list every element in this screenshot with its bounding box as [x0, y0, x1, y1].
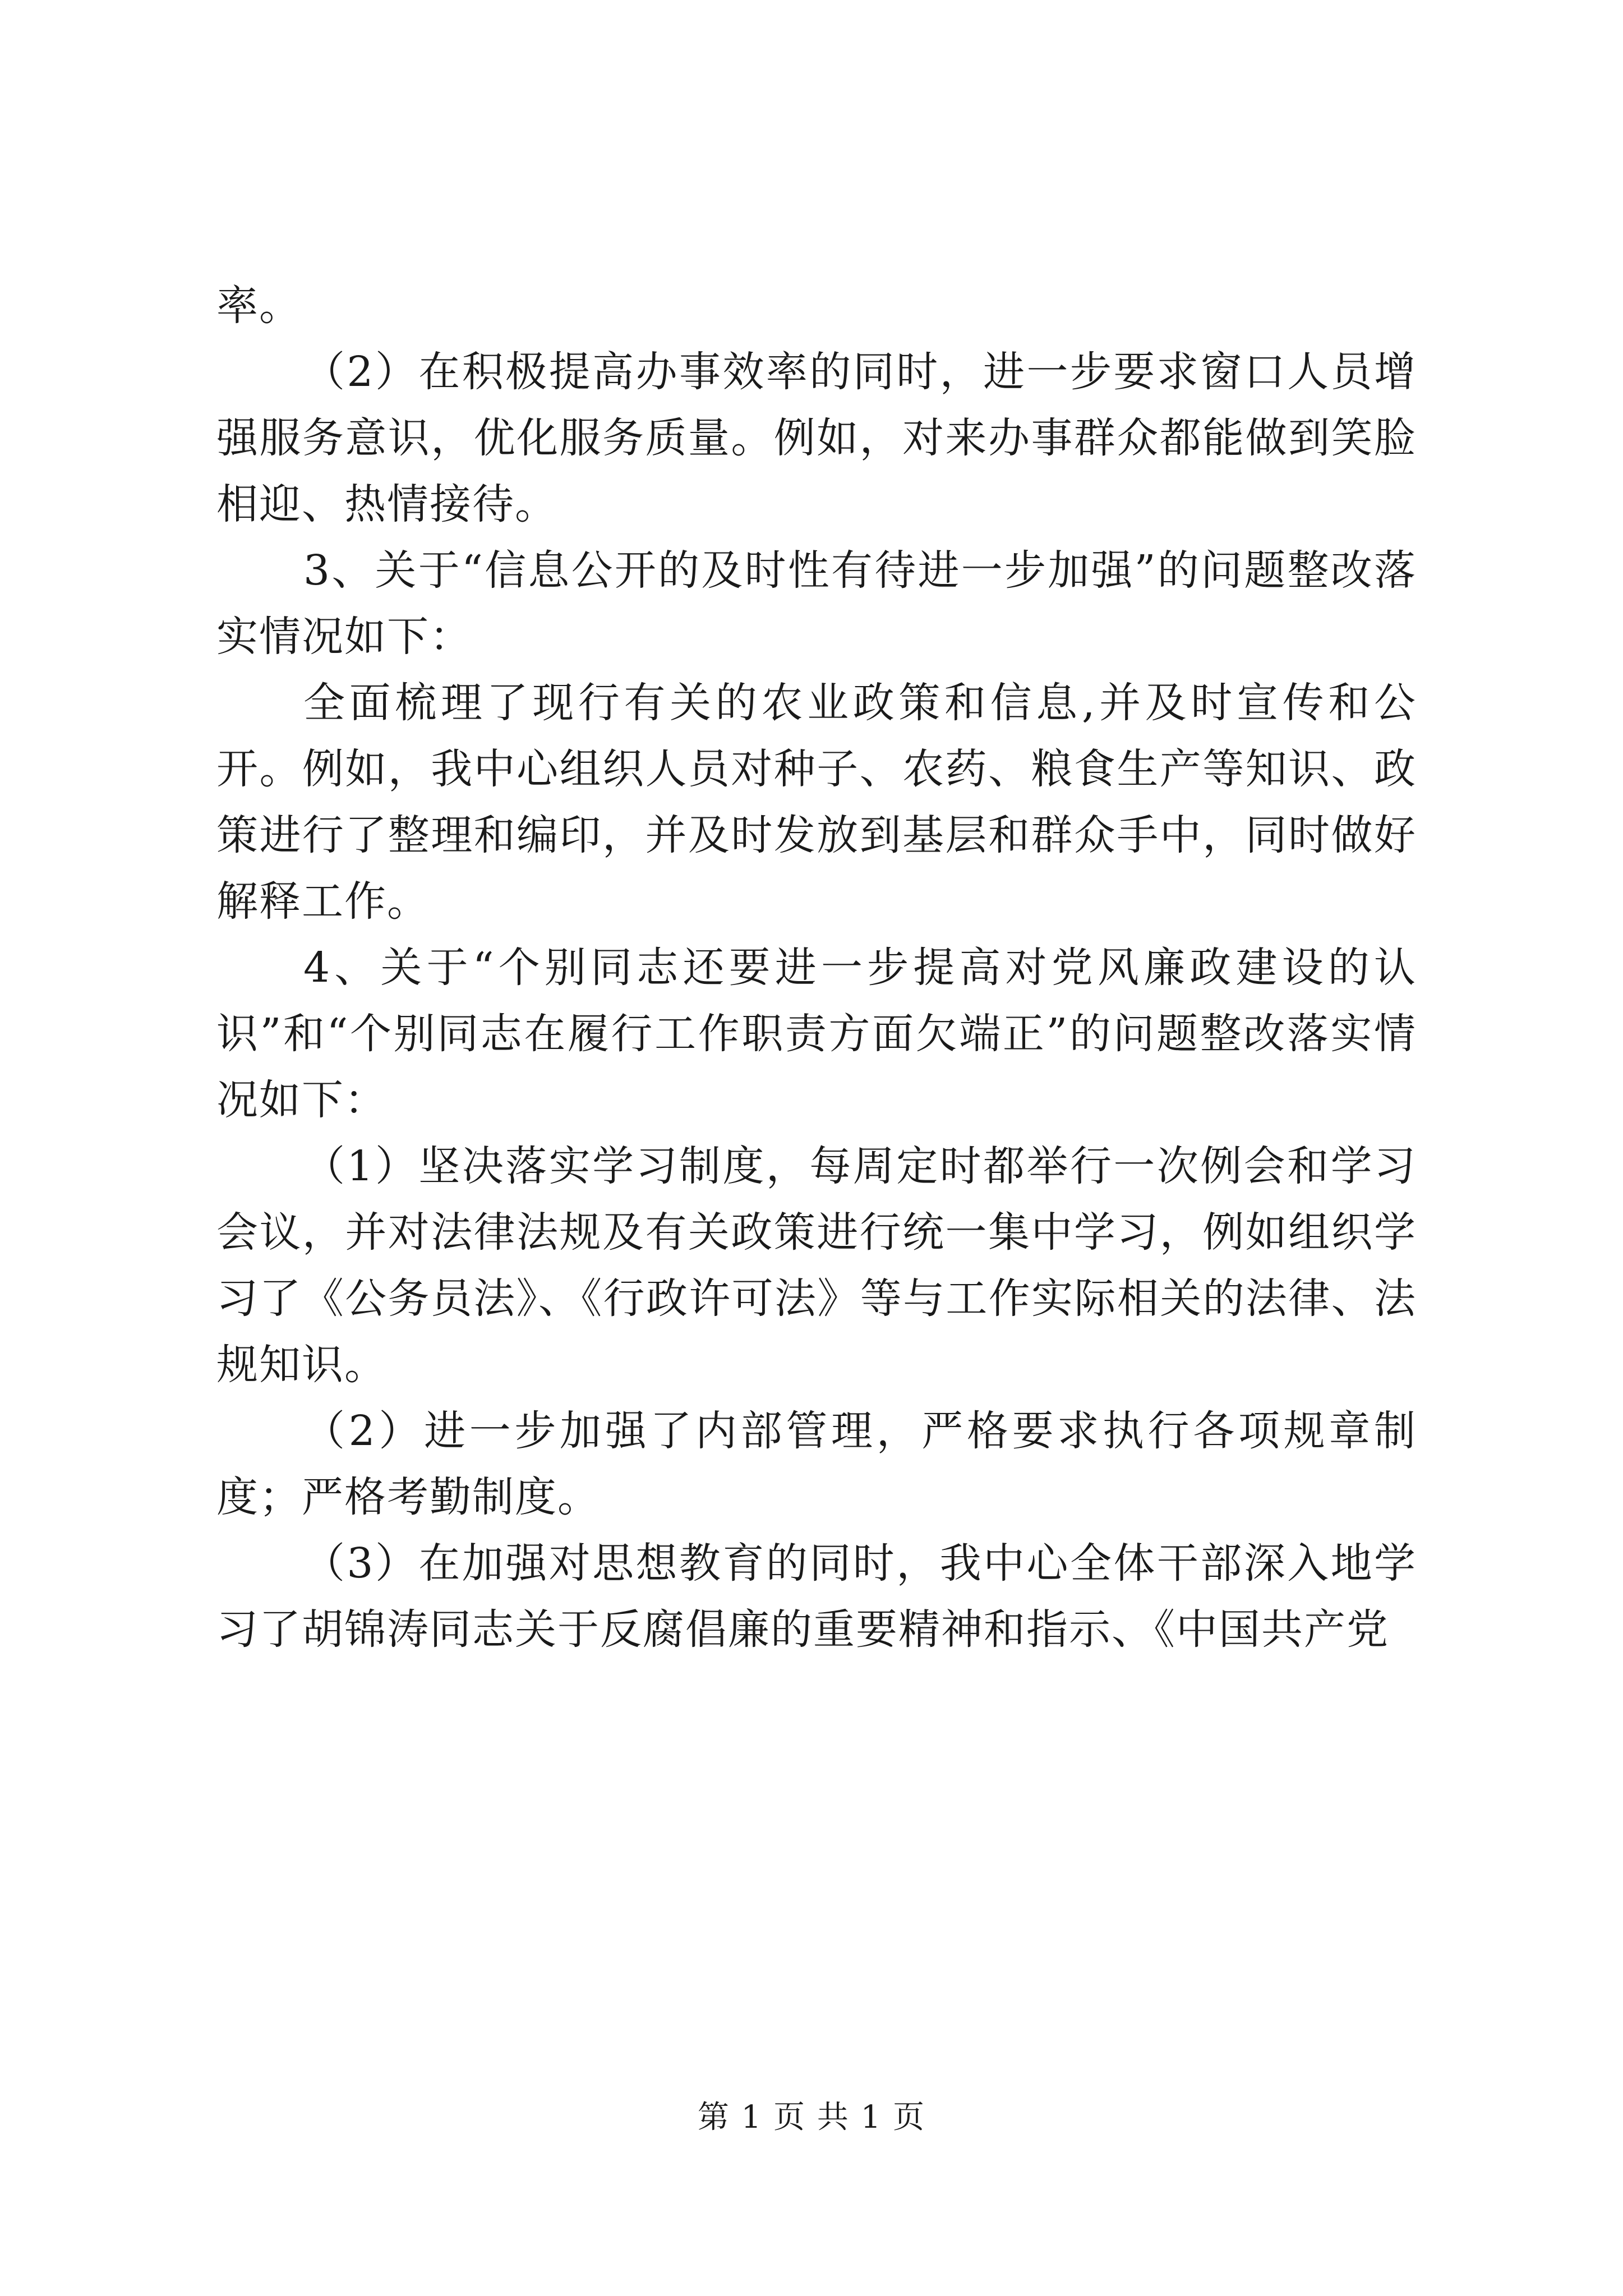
document-body: [216, 273, 1417, 1663]
paragraph-6: （1）坚决落实学习制度，每周定时都举行一次例会和学习会议，并对法律法规及有关政策进行统一集中学习，例如组织学习了《公务员法》、《行政许可法》等与工作实际相关的法律、法规知识。: [216, 1142, 1417, 1389]
paragraph-7: （2）进一步加强了内部管理，严格要求执行各项规章制度；严格考勤制度。: [216, 1407, 1417, 1521]
paragraph-4: 全面梳理了现行有关的农业政策和信息,并及时宣传和公开。例如，我中心组织人员对种子、农药、粮食生产等知识、政策进行了整理和编印，并及时发放到基层和群众手中，同时做好解释工作。: [216, 679, 1417, 926]
paragraph-1: 率。: [216, 282, 302, 330]
paragraph-8: （3）在加强对思想教育的同时，我中心全体干部深入地学习了胡锦涛同志关于反腐倡廉的重要精神和指示、《中国共产党: [216, 1539, 1417, 1654]
paragraph-5: 4、关于“个别同志还要进一步提高对党风廉政建设的认识”和“个别同志在履行工作职责方面欠端正”的问题整改落实情况如下：: [216, 944, 1417, 1124]
page-footer: 第 1 页 共 1 页: [697, 2099, 926, 2136]
paragraph-3: 3、关于“信息公开的及时性有待进一步加强”的问题整改落实情况如下：: [216, 546, 1417, 661]
paragraph-2: （2）在积极提高办事效率的同时，进一步要求窗口人员增强服务意识，优化服务质量。例如，对来办事群众都能做到笑脸相迎、热情接待。: [216, 348, 1417, 528]
